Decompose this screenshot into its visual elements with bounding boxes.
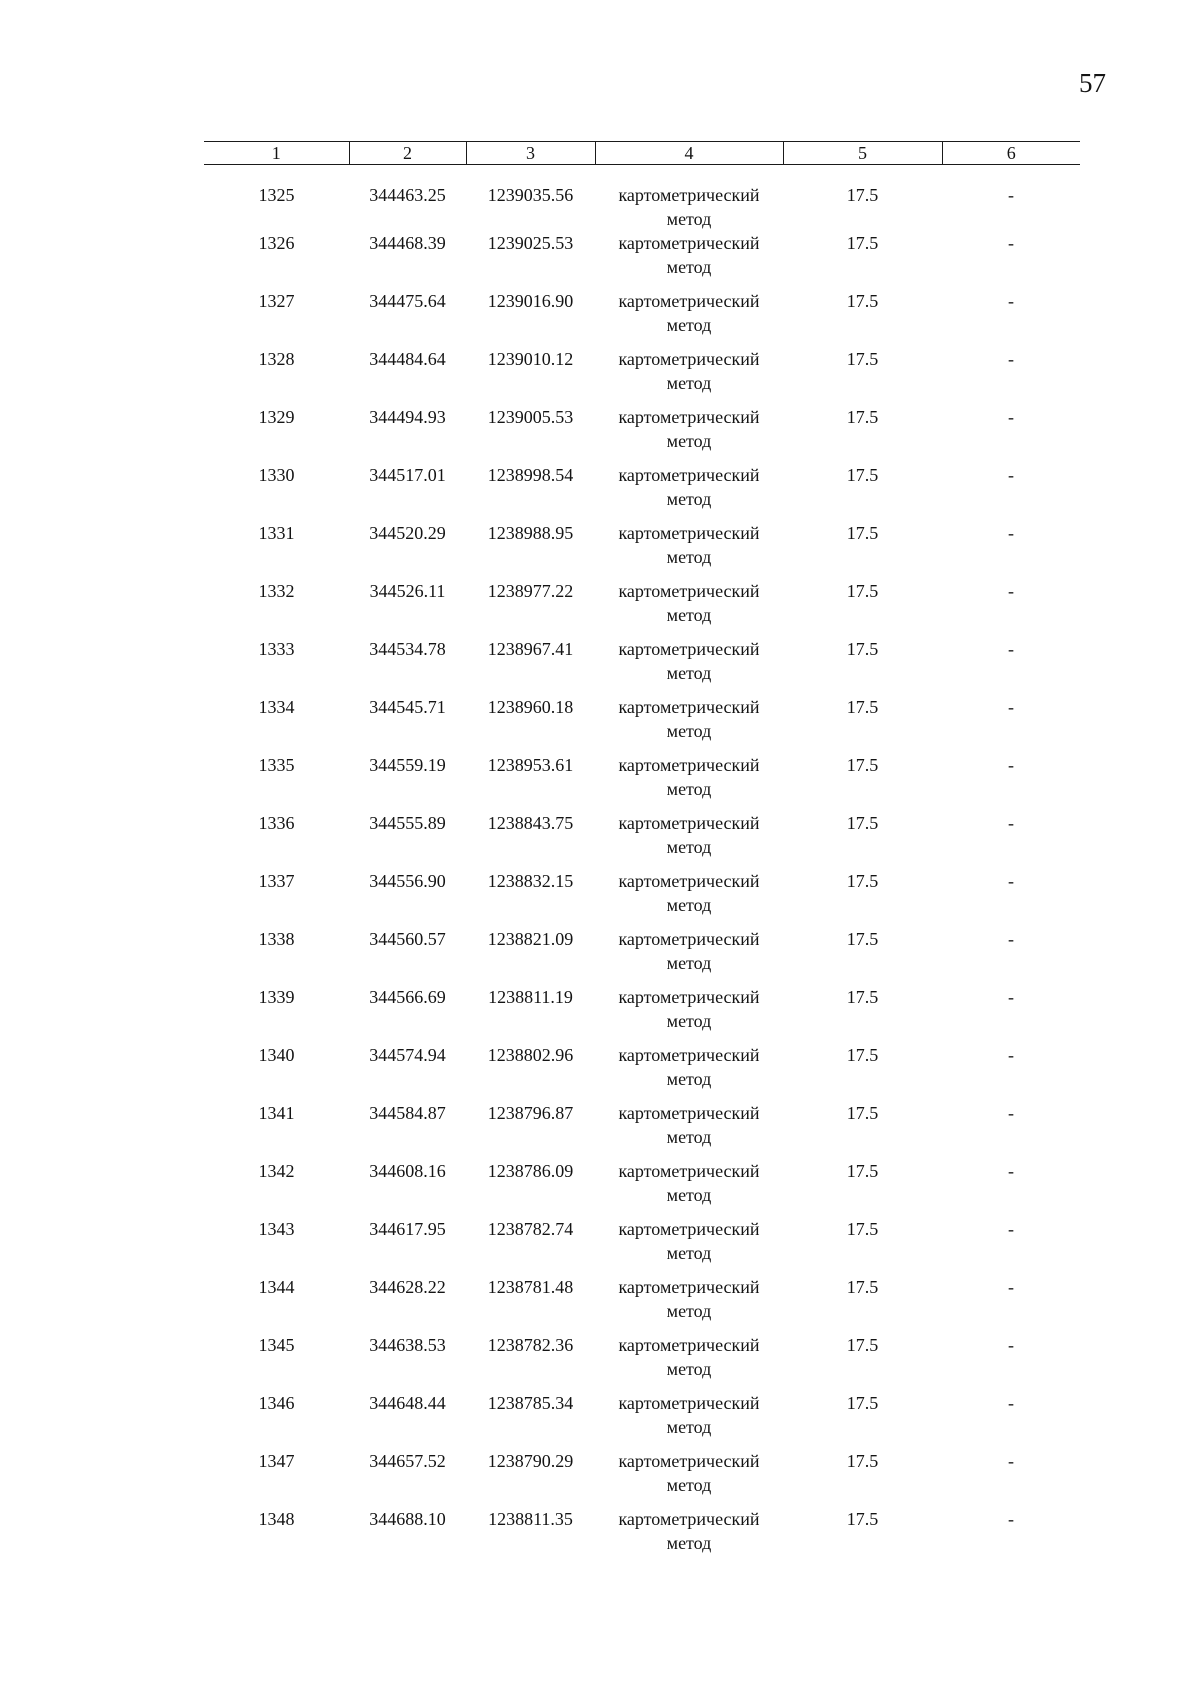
note-cell: -: [1008, 1219, 1014, 1239]
y-coordinate-cell: 1238843.75: [487, 813, 574, 833]
x-coordinate-cell: 344520.29: [369, 523, 446, 543]
accuracy-cell: 17.5: [846, 697, 879, 717]
accuracy-cell: 17.5: [846, 1335, 879, 1355]
point-number-cell: 1337: [258, 871, 295, 891]
accuracy-cell: 17.5: [846, 1045, 879, 1065]
coordinates-table-container: [204, 141, 1080, 1565]
table-row: [204, 927, 1080, 985]
table-row: [204, 869, 1080, 927]
table-row: [204, 1449, 1080, 1507]
method-cell: картометрический метод: [618, 755, 760, 799]
table-row: [204, 579, 1080, 637]
note-cell: -: [1008, 523, 1014, 543]
accuracy-cell: 17.5: [846, 1393, 879, 1413]
table-header: [204, 142, 1080, 165]
method-cell: картометрический метод: [618, 465, 760, 509]
table-row: [204, 1333, 1080, 1391]
point-number-cell: 1335: [258, 755, 295, 775]
method-cell: картометрический метод: [618, 1161, 760, 1205]
method-cell: картометрический метод: [618, 1451, 760, 1495]
accuracy-cell: 17.5: [846, 1451, 879, 1471]
y-coordinate-cell: 1238832.15: [487, 871, 574, 891]
point-number-cell: 1331: [258, 523, 295, 543]
x-coordinate-cell: 344494.93: [369, 407, 446, 427]
note-cell: -: [1008, 465, 1014, 485]
note-cell: -: [1008, 1451, 1014, 1471]
y-coordinate-cell: 1238781.48: [487, 1277, 574, 1297]
x-coordinate-cell: 344517.01: [369, 465, 446, 485]
method-cell: картометрический метод: [618, 233, 760, 277]
point-number-cell: 1334: [258, 697, 295, 717]
column-header-6: 6: [942, 142, 1080, 165]
table-row: [204, 1217, 1080, 1275]
method-cell: картометрический метод: [618, 1103, 760, 1147]
method-cell: картометрический метод: [618, 581, 760, 625]
header-row: [204, 142, 1080, 165]
table-row: [204, 695, 1080, 753]
method-cell: картометрический метод: [618, 871, 760, 915]
note-cell: -: [1008, 407, 1014, 427]
point-number-cell: 1327: [258, 291, 295, 311]
note-cell: -: [1008, 1277, 1014, 1297]
accuracy-cell: 17.5: [846, 1103, 879, 1123]
y-coordinate-cell: 1239005.53: [487, 407, 574, 427]
table-row: [204, 1391, 1080, 1449]
accuracy-cell: 17.5: [846, 1277, 879, 1297]
point-number-cell: 1346: [258, 1393, 295, 1413]
y-coordinate-cell: 1238998.54: [487, 465, 574, 485]
table-row: [204, 637, 1080, 695]
point-number-cell: 1345: [258, 1335, 295, 1355]
column-header-5: 5: [783, 142, 942, 165]
table-row: [204, 289, 1080, 347]
point-number-cell: 1338: [258, 929, 295, 949]
y-coordinate-cell: 1238977.22: [487, 581, 574, 601]
accuracy-cell: 17.5: [846, 813, 879, 833]
method-cell: картометрический метод: [618, 1219, 760, 1263]
y-coordinate-cell: 1238790.29: [487, 1451, 574, 1471]
note-cell: -: [1008, 871, 1014, 891]
accuracy-cell: 17.5: [846, 185, 879, 205]
x-coordinate-cell: 344628.22: [369, 1277, 446, 1297]
x-coordinate-cell: 344638.53: [369, 1335, 446, 1355]
y-coordinate-cell: 1238821.09: [487, 929, 574, 949]
y-coordinate-cell: 1238960.18: [487, 697, 574, 717]
x-coordinate-cell: 344484.64: [369, 349, 446, 369]
accuracy-cell: 17.5: [846, 639, 879, 659]
method-cell: картометрический метод: [618, 523, 760, 567]
y-coordinate-cell: 1238802.96: [487, 1045, 574, 1065]
method-cell: картометрический метод: [618, 1045, 760, 1089]
note-cell: -: [1008, 1335, 1014, 1355]
table-body: [204, 165, 1080, 1566]
note-cell: -: [1008, 581, 1014, 601]
point-number-cell: 1325: [258, 185, 295, 205]
column-header-3: 3: [466, 142, 595, 165]
point-number-cell: 1343: [258, 1219, 295, 1239]
point-number-cell: 1330: [258, 465, 295, 485]
note-cell: -: [1008, 639, 1014, 659]
accuracy-cell: 17.5: [846, 871, 879, 891]
point-number-cell: 1341: [258, 1103, 295, 1123]
x-coordinate-cell: 344688.10: [369, 1509, 446, 1529]
point-number-cell: 1339: [258, 987, 295, 1007]
method-cell: картометрический метод: [618, 291, 760, 335]
table-row: [204, 1507, 1080, 1565]
accuracy-cell: 17.5: [846, 1161, 879, 1181]
note-cell: -: [1008, 1103, 1014, 1123]
table-row: [204, 463, 1080, 521]
x-coordinate-cell: 344468.39: [369, 233, 446, 253]
method-cell: картометрический метод: [618, 349, 760, 393]
method-cell: картометрический метод: [618, 1393, 760, 1437]
note-cell: -: [1008, 1393, 1014, 1413]
y-coordinate-cell: 1238967.41: [487, 639, 574, 659]
x-coordinate-cell: 344463.25: [369, 185, 446, 205]
y-coordinate-cell: 1238782.36: [487, 1335, 574, 1355]
table-row: [204, 165, 1080, 232]
x-coordinate-cell: 344534.78: [369, 639, 446, 659]
y-coordinate-cell: 1238811.35: [488, 1509, 573, 1529]
y-coordinate-cell: 1239016.90: [487, 291, 574, 311]
column-header-2: 2: [349, 142, 466, 165]
table-row: [204, 1159, 1080, 1217]
note-cell: -: [1008, 929, 1014, 949]
note-cell: -: [1008, 813, 1014, 833]
x-coordinate-cell: 344617.95: [369, 1219, 446, 1239]
accuracy-cell: 17.5: [846, 291, 879, 311]
accuracy-cell: 17.5: [846, 987, 879, 1007]
accuracy-cell: 17.5: [846, 1509, 879, 1529]
coordinates-table: [204, 141, 1080, 1565]
y-coordinate-cell: 1238796.87: [487, 1103, 574, 1123]
table-row: [204, 521, 1080, 579]
accuracy-cell: 17.5: [846, 407, 879, 427]
note-cell: -: [1008, 755, 1014, 775]
x-coordinate-cell: 344648.44: [369, 1393, 446, 1413]
point-number-cell: 1336: [258, 813, 295, 833]
x-coordinate-cell: 344545.71: [369, 697, 446, 717]
note-cell: -: [1008, 1045, 1014, 1065]
method-cell: картометрический метод: [618, 987, 760, 1031]
table-row: [204, 811, 1080, 869]
x-coordinate-cell: 344566.69: [369, 987, 446, 1007]
y-coordinate-cell: 1239010.12: [487, 349, 574, 369]
y-coordinate-cell: 1239035.56: [487, 185, 574, 205]
point-number-cell: 1326: [258, 233, 295, 253]
note-cell: -: [1008, 987, 1014, 1007]
method-cell: картометрический метод: [618, 1335, 760, 1379]
table-row: [204, 1101, 1080, 1159]
x-coordinate-cell: 344608.16: [369, 1161, 446, 1181]
page-number: 57: [1079, 68, 1106, 98]
x-coordinate-cell: 344560.57: [369, 929, 446, 949]
note-cell: -: [1008, 185, 1014, 205]
point-number-cell: 1329: [258, 407, 295, 427]
point-number-cell: 1344: [258, 1277, 295, 1297]
table-row: [204, 1043, 1080, 1101]
method-cell: картометрический метод: [618, 639, 760, 683]
x-coordinate-cell: 344526.11: [369, 581, 446, 601]
table-row: [204, 1275, 1080, 1333]
note-cell: -: [1008, 291, 1014, 311]
column-header-1: 1: [204, 142, 349, 165]
x-coordinate-cell: 344475.64: [369, 291, 446, 311]
accuracy-cell: 17.5: [846, 929, 879, 949]
method-cell: картометрический метод: [618, 697, 760, 741]
accuracy-cell: 17.5: [846, 581, 879, 601]
note-cell: -: [1008, 349, 1014, 369]
table-row: [204, 985, 1080, 1043]
table-row: [204, 405, 1080, 463]
column-header-4: 4: [595, 142, 783, 165]
accuracy-cell: 17.5: [846, 349, 879, 369]
y-coordinate-cell: 1238953.61: [487, 755, 574, 775]
method-cell: картометрический метод: [618, 1509, 760, 1553]
accuracy-cell: 17.5: [846, 233, 879, 253]
accuracy-cell: 17.5: [846, 523, 879, 543]
y-coordinate-cell: 1238988.95: [487, 523, 574, 543]
accuracy-cell: 17.5: [846, 755, 879, 775]
x-coordinate-cell: 344657.52: [369, 1451, 446, 1471]
method-cell: картометрический метод: [618, 407, 760, 451]
y-coordinate-cell: 1238782.74: [487, 1219, 574, 1239]
y-coordinate-cell: 1238785.34: [487, 1393, 574, 1413]
x-coordinate-cell: 344559.19: [369, 755, 446, 775]
method-cell: картометрический метод: [618, 813, 760, 857]
point-number-cell: 1348: [258, 1509, 295, 1529]
y-coordinate-cell: 1238786.09: [487, 1161, 574, 1181]
x-coordinate-cell: 344556.90: [369, 871, 446, 891]
y-coordinate-cell: 1238811.19: [488, 987, 573, 1007]
table-row: [204, 231, 1080, 289]
point-number-cell: 1347: [258, 1451, 295, 1471]
note-cell: -: [1008, 233, 1014, 253]
note-cell: -: [1008, 697, 1014, 717]
x-coordinate-cell: 344584.87: [369, 1103, 446, 1123]
accuracy-cell: 17.5: [846, 1219, 879, 1239]
method-cell: картометрический метод: [618, 185, 760, 229]
point-number-cell: 1333: [258, 639, 295, 659]
method-cell: картометрический метод: [618, 929, 760, 973]
point-number-cell: 1340: [258, 1045, 295, 1065]
point-number-cell: 1332: [258, 581, 295, 601]
y-coordinate-cell: 1239025.53: [487, 233, 574, 253]
point-number-cell: 1328: [258, 349, 295, 369]
table-row: [204, 347, 1080, 405]
accuracy-cell: 17.5: [846, 465, 879, 485]
note-cell: -: [1008, 1509, 1014, 1529]
x-coordinate-cell: 344555.89: [369, 813, 446, 833]
method-cell: картометрический метод: [618, 1277, 760, 1321]
note-cell: -: [1008, 1161, 1014, 1181]
table-row: [204, 753, 1080, 811]
x-coordinate-cell: 344574.94: [369, 1045, 446, 1065]
point-number-cell: 1342: [258, 1161, 295, 1181]
